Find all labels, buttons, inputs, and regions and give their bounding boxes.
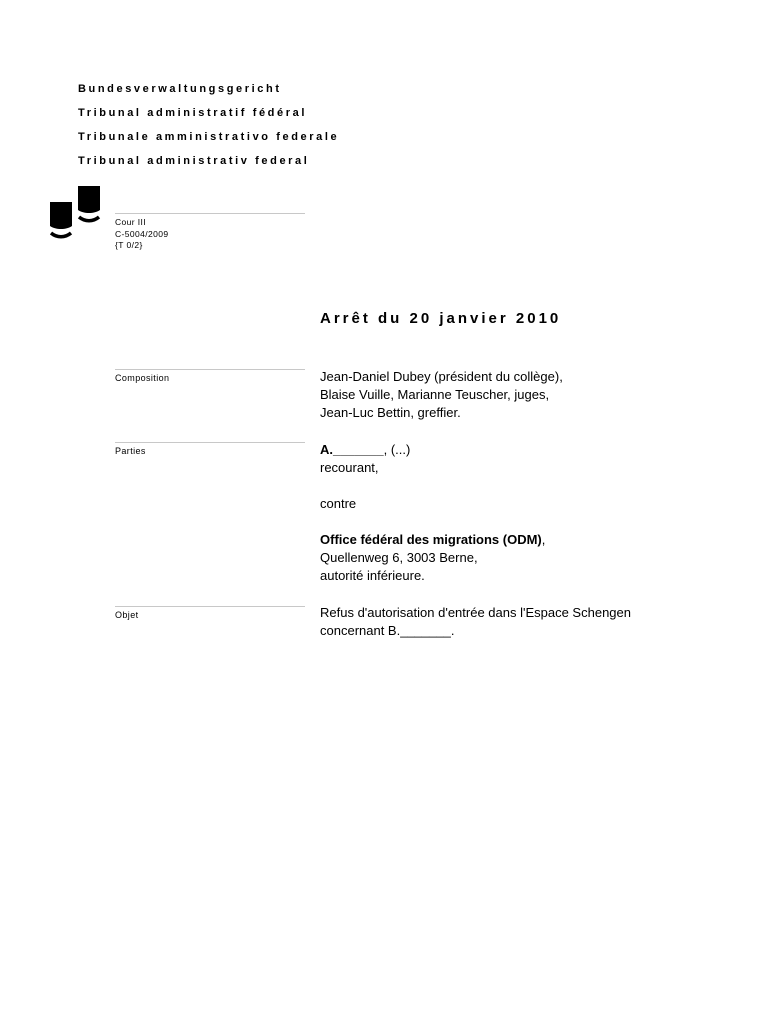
court-names-header [78,82,339,178]
appellant-role: recourant, [320,460,379,475]
subject-label: Objet [115,610,139,620]
court-division: Cour III [115,217,147,227]
parties-label: Parties [115,446,146,456]
composition-divider [115,369,305,370]
subject-line: concernant B._______. [320,623,455,638]
court-name-italian: Tribunale amministrativo federale [78,131,340,143]
reference-divider [115,213,305,214]
court-name-romansh: Tribunal administrativ federal [78,155,310,167]
subject-section [320,604,631,640]
respondent-suffix: , [541,532,546,547]
versus-text: contre [320,496,357,511]
respondent-name: Office fédéral des migrations (ODM) [320,532,542,547]
respondent-line [320,531,545,549]
case-number: C-5004/2009 [115,228,169,239]
composition-line: Blaise Vuille, Marianne Teuscher, juges, [320,387,550,402]
appellant-line [320,441,545,459]
subject-line: Refus d'autorisation d'entrée dans l'Espace Schengen [320,605,631,620]
composition-line: Jean-Luc Bettin, greffier. [320,405,461,420]
respondent-role: autorité inférieure. [320,568,425,583]
appellant-suffix: , (...) [383,442,411,457]
court-name-french: Tribunal administratif fédéral [78,107,307,119]
judgment-title: Arrêt du 20 janvier 2010 [320,310,562,327]
respondent-address: Quellenweg 6, 3003 Berne, [320,550,478,565]
composition-line: Jean-Daniel Dubey (président du collège), [320,369,563,384]
swiss-federal-court-logo-icon [50,186,102,240]
composition-label: Composition [115,373,170,383]
parties-section [320,441,545,585]
parties-divider [115,442,305,443]
case-reference [115,217,169,252]
appellant-name: A._______ [320,442,384,457]
case-code: {T 0/2} [115,240,143,250]
subject-divider [115,606,305,607]
composition-section [320,368,563,422]
court-name-german: Bundesverwaltungsgericht [78,83,282,95]
